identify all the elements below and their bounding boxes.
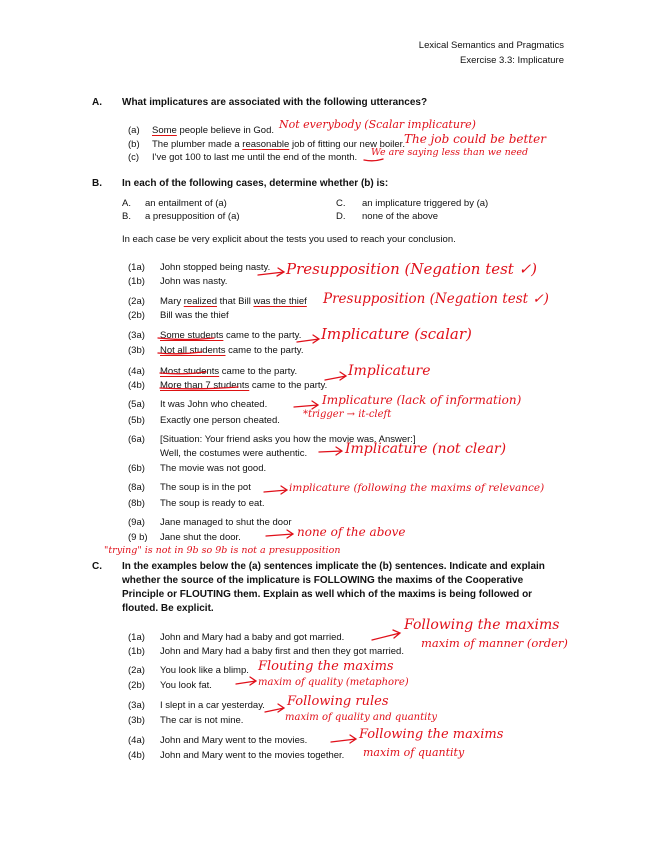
option-text: a presupposition of (a) (145, 211, 240, 222)
sentence: The car is not mine. (160, 715, 244, 726)
item-id: (5a) (128, 399, 145, 410)
sentence: John was nasty. (160, 276, 228, 287)
handwritten-answer: Following the maxims (404, 617, 560, 633)
sentence: John and Mary went to the movies. (160, 735, 308, 746)
handwritten-answer: The job could be better (404, 132, 546, 146)
item-id: (3b) (128, 715, 145, 726)
sentence: John and Mary had a baby and got married. (160, 632, 345, 643)
handwritten-answer: Presupposition (Negation test ✓) (323, 291, 549, 307)
sentence: The soup is ready to eat. (160, 498, 265, 509)
sentence: I've got 100 to last me until the end of the month. (152, 152, 358, 163)
handwritten-answer: Following the maxims (359, 727, 504, 742)
section-a-number: A. (92, 97, 102, 108)
section-c-question: Principle or FLOUTING them. Explain as well which of the maxims is being followed or (122, 589, 533, 600)
course-title: Lexical Semantics and Pragmatics (418, 40, 564, 51)
handwritten-note: "trying" is not in 9b so 9b is not a presupposition (104, 545, 341, 556)
arrow-mark (266, 530, 293, 538)
sentence: Some people believe in God. (152, 125, 275, 136)
item-id: (2a) (128, 665, 145, 676)
sentence: I slept in a car yesterday. (160, 700, 265, 711)
instruction: In each case be very explicit about the tests you used to reach your conclusion. (122, 234, 456, 245)
section-a-question: What implicatures are associated with the following utterances? (122, 97, 428, 108)
arrow-mark (236, 677, 256, 685)
section-c-question: flouted. Be explicit. (122, 603, 214, 614)
item-id: (5b) (128, 415, 145, 426)
sentence: Exactly one person cheated. (160, 415, 280, 426)
option-text: an entailment of (a) (145, 198, 227, 209)
sentence: The soup is in the pot (160, 482, 251, 493)
section-b-number: B. (92, 178, 102, 189)
item-id: (4a) (128, 366, 145, 377)
handwritten-note: maxim of manner (order) (421, 636, 568, 650)
option-text: an implicature triggered by (a) (362, 198, 489, 209)
sentence: You look like a blimp. (160, 665, 249, 676)
item-id: (b) (128, 139, 140, 150)
sentence: [Situation: Your friend asks you how the movie was. Answer:] (160, 434, 416, 445)
option-letter: B. (122, 211, 131, 222)
item-id: (c) (128, 152, 140, 163)
item-id: (8a) (128, 482, 145, 493)
handwritten-answer: Not everybody (Scalar implicature) (279, 118, 476, 131)
sentence: The plumber made a reasonable job of fitting our new boiler. (152, 139, 405, 150)
item-id: (1a) (128, 262, 145, 273)
sentence: Bill was the thief (160, 310, 229, 321)
arrow-mark (325, 372, 346, 380)
item-id: (a) (128, 125, 140, 136)
handwritten-note: *trigger → it-cleft (303, 409, 392, 420)
sentence: Some students came to the party. (160, 330, 302, 341)
handwritten-note: maxim of quantity (363, 746, 465, 759)
sentence: Well, the costumes were authentic. (160, 448, 308, 459)
arrow-mark (331, 735, 356, 743)
handwritten-answer: none of the above (297, 525, 406, 539)
sentence: The movie was not good. (160, 463, 267, 474)
section-b-question: In each of the following cases, determine whether (b) is: (122, 178, 389, 189)
arrow-mark (319, 447, 342, 455)
item-id: (2b) (128, 680, 145, 691)
item-id: (6a) (128, 434, 145, 445)
arrow-mark (264, 486, 287, 494)
item-id: (4b) (128, 380, 145, 391)
option-letter: D. (336, 211, 346, 222)
item-id: (1b) (128, 646, 145, 657)
section-c-question: In the examples below the (a) sentences implicate the (b) sentences. Indicate and explain (122, 561, 545, 572)
arrow-mark (372, 630, 400, 640)
sentence: Not all students came to the party. (160, 345, 304, 356)
item-id: (3a) (128, 700, 145, 711)
item-id: (2b) (128, 310, 145, 321)
sentence: John and Mary had a baby first and then they got married. (160, 646, 404, 657)
handwritten-answer: Following rules (287, 694, 389, 709)
item-id: (1b) (128, 276, 145, 287)
handwritten-answer: Implicature (not clear) (345, 441, 507, 457)
sentence: Jane managed to shut the door (160, 517, 292, 528)
handwritten-answer: Implicature (scalar) (321, 325, 472, 343)
option-text: none of the above (362, 211, 439, 222)
section-c-question: whether the source of the implicature is FOLLOWING the maxims of the Cooperative (122, 575, 524, 586)
option-letter: C. (336, 198, 346, 209)
handwritten-answer: Implicature (lack of information) (322, 393, 522, 407)
handwritten-note: maxim of quality and quantity (285, 712, 438, 723)
item-id: (3b) (128, 345, 145, 356)
item-id: (1a) (128, 632, 145, 643)
handwritten-answer: Flouting the maxims (258, 659, 394, 674)
item-id: (3a) (128, 330, 145, 341)
sentence: Most students came to the party. (160, 366, 298, 377)
sentence: John and Mary went to the movies together. (160, 750, 345, 761)
handwritten-answer: We are saying less than we need (371, 147, 529, 158)
option-letter: A. (122, 198, 131, 209)
item-id: (4a) (128, 735, 145, 746)
item-id: (4b) (128, 750, 145, 761)
section-c-number: C. (92, 561, 102, 572)
sentence: Mary realized that Bill was the thief (160, 296, 307, 307)
exercise-title: Exercise 3.3: Implicature (459, 55, 564, 66)
sentence: You look fat. (160, 680, 212, 691)
sentence: It was John who cheated. (160, 399, 268, 410)
item-id: (9 b) (128, 532, 148, 543)
item-id: (6b) (128, 463, 145, 474)
sentence: More than 7 students came to the party. (160, 380, 328, 391)
item-id: (8b) (128, 498, 145, 509)
handwritten-answer: Presupposition (Negation test ✓) (286, 260, 538, 278)
handwritten-answer: Implicature (348, 363, 431, 379)
arrow-mark (265, 704, 284, 712)
item-id: (9a) (128, 517, 145, 528)
sentence: John stopped being nasty. (160, 262, 271, 273)
handwritten-answer: implicature (following the maxims of relevance) (289, 482, 545, 494)
sentence: Jane shut the door. (160, 532, 241, 543)
item-id: (2a) (128, 296, 145, 307)
handwritten-note: maxim of quality (metaphore) (258, 677, 409, 688)
